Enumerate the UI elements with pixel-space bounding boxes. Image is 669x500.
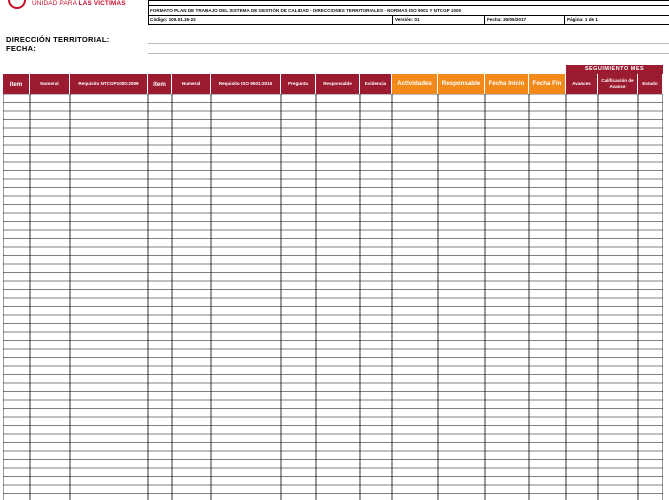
- column-header-16: Estado: [638, 74, 663, 94]
- logo-text-thin: UNIDAD PARA: [32, 0, 79, 7]
- column-header-13: Fecha Fin: [529, 74, 566, 94]
- logo-text: [32, 0, 126, 7]
- column-header-15: Calificación de Avance: [598, 74, 638, 94]
- fecha-doc-cell: Fecha: 30/05/2017: [484, 16, 564, 24]
- unidad-victimas-logo: [0, 0, 148, 16]
- worksheet-grid: [3, 94, 663, 500]
- column-header-8: Responsable: [316, 74, 360, 94]
- column-header-5: Numeral: [172, 74, 211, 94]
- column-header-2: Numeral: [30, 74, 70, 94]
- column-header-14: Avances: [566, 74, 598, 94]
- seguimiento-mes-header: SEGUIMIENTO MES: [566, 65, 663, 74]
- version-cell: Versión: 01: [392, 16, 484, 24]
- column-header-10: Actividades: [392, 74, 438, 94]
- document-title: FORMATO PLAN DE TRABAJO DEL SISTEMA DE GESTIÓN DE CALIDAD - DIRECCIONES TERRITORIALES - NORMAS ISO 9001 Y NTCGP 1000: [150, 8, 462, 13]
- column-header-11: Responsable: [438, 74, 485, 94]
- column-header-4: ítem: [148, 74, 172, 94]
- column-header-3: Requisito NTCGP1000:2009: [70, 74, 148, 94]
- logo-seal-icon: [8, 0, 26, 9]
- column-header-6: Requisito ISO 9001:2015: [211, 74, 281, 94]
- column-header-9: Evidencia: [360, 74, 392, 94]
- column-header-1: ítem: [3, 74, 30, 94]
- direccion-territorial-label: DIRECCIÓN TERRITORIAL:: [6, 35, 110, 44]
- logo-text-bold: LAS VÍCTIMAS: [78, 0, 126, 7]
- codigo-cell: Código: 100.01.15-22: [150, 17, 196, 22]
- column-header-7: Pregunta: [281, 74, 316, 94]
- pagina-cell: Página: 1 de 1: [564, 16, 669, 24]
- header-bottom-line: [148, 24, 669, 25]
- fecha-label: FECHA:: [6, 44, 37, 53]
- column-header-12: Fecha Inicio: [485, 74, 529, 94]
- fecha-field-line: [148, 53, 669, 54]
- direccion-field-line: [148, 43, 669, 44]
- header-top-line: [148, 0, 669, 1]
